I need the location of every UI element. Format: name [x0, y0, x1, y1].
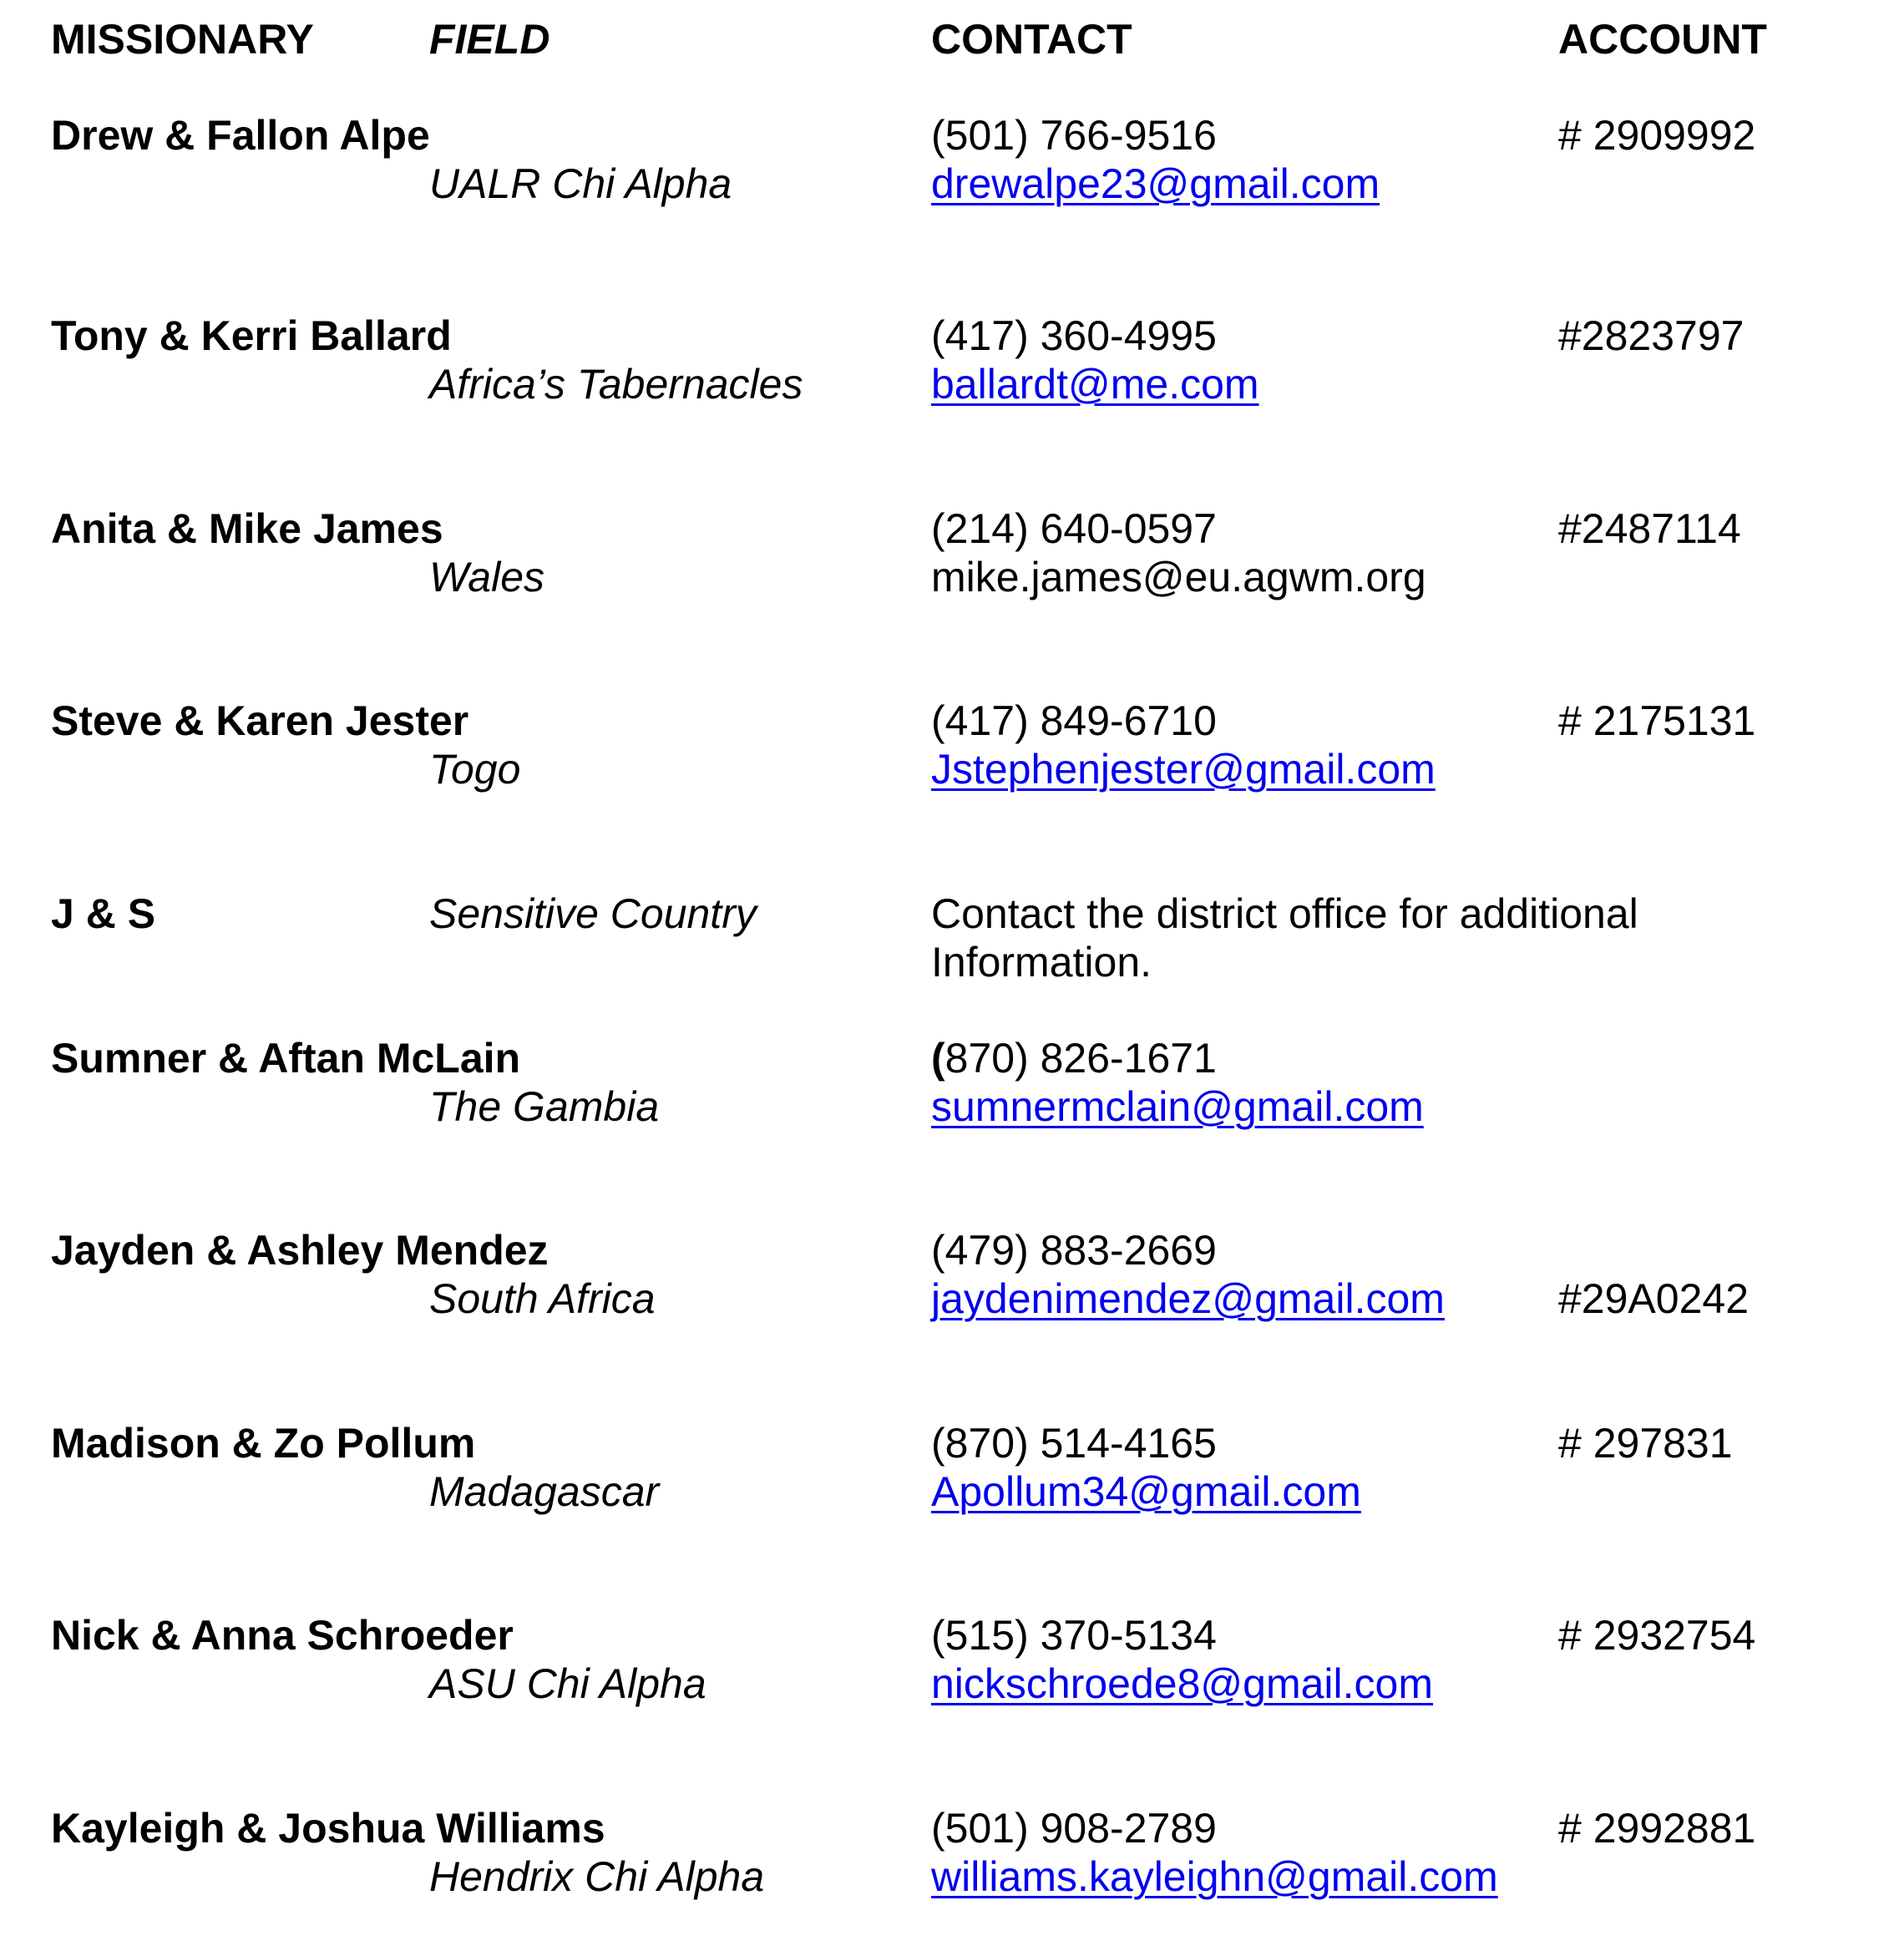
phone-number: (515) 370-5134 [931, 1612, 1217, 1659]
field-location: South Africa [429, 1275, 656, 1322]
email-link[interactable]: ballardt@me.com [931, 361, 1259, 408]
account-number: #2487114 [1558, 505, 1741, 552]
account-number: # 2909992 [1558, 112, 1756, 159]
email-link[interactable]: nickschroede8@gmail.com [931, 1660, 1434, 1707]
phone-number: (501) 766-9516 [931, 112, 1217, 159]
email-link[interactable]: jaydenimendez@gmail.com [931, 1275, 1445, 1322]
contact-note: Contact the district office for additional [931, 890, 1638, 937]
email-link[interactable]: drewalpe23@gmail.com [931, 160, 1380, 207]
field-location: The Gambia [429, 1083, 660, 1130]
missionary-name: Sumner & Aftan McLain [51, 1035, 521, 1082]
missionary-name: Nick & Anna Schroeder [51, 1612, 514, 1659]
field-location: Africa’s Tabernacles [429, 361, 803, 408]
missionary-name: J & S [51, 890, 156, 937]
header-account: ACCOUNT [1558, 16, 1767, 63]
missionary-name: Drew & Fallon Alpe [51, 112, 430, 159]
account-number: #29A0242 [1558, 1275, 1750, 1322]
account-number: # 297831 [1558, 1420, 1733, 1467]
account-number: # 2175131 [1558, 697, 1756, 744]
email-link[interactable]: sumnermclain@gmail.com [931, 1083, 1424, 1130]
phone-number: (479) 883-2669 [931, 1227, 1217, 1274]
account-number: # 2932754 [1558, 1612, 1756, 1659]
missionary-name: Tony & Kerri Ballard [51, 312, 452, 359]
phone-number: (870) 514-4165 [931, 1420, 1217, 1467]
field-location: Togo [429, 746, 521, 793]
phone-number: (501) 908-2789 [931, 1805, 1217, 1852]
email-link[interactable]: Jstephenjester@gmail.com [931, 746, 1436, 793]
contact-note: Information. [931, 939, 1152, 986]
missionary-name: Jayden & Ashley Mendez [51, 1227, 549, 1274]
header-contact: CONTACT [931, 16, 1132, 63]
field-location: ASU Chi Alpha [429, 1660, 706, 1707]
field-location: Hendrix Chi Alpha [429, 1853, 765, 1900]
header-field: FIELD [429, 16, 550, 63]
field-location: Sensitive Country [429, 890, 757, 937]
missionary-name: Anita & Mike James [51, 505, 443, 552]
missionary-name: Steve & Karen Jester [51, 697, 469, 744]
phone-number: (214) 640-0597 [931, 505, 1217, 552]
field-location: UALR Chi Alpha [429, 160, 732, 207]
email-text: mike.james@eu.agwm.org [931, 554, 1426, 600]
email-link[interactable]: Apollum34@gmail.com [931, 1468, 1361, 1515]
phone-digits: 870) 826-1671 [944, 1035, 1217, 1082]
email-link[interactable]: williams.kayleighn@gmail.com [931, 1853, 1498, 1900]
missionary-name: Kayleigh & Joshua Williams [51, 1805, 605, 1852]
account-number: #2823797 [1558, 312, 1744, 359]
missionary-name: Madison & Zo Pollum [51, 1420, 476, 1467]
phone-paren: ( [931, 1035, 945, 1082]
phone-number: (417) 849-6710 [931, 697, 1217, 744]
field-location: Wales [429, 554, 545, 600]
field-location: Madagascar [429, 1468, 660, 1515]
header-missionary: MISSIONARY [51, 16, 314, 63]
phone-number [931, 1034, 1217, 1082]
phone-number: (417) 360-4995 [931, 312, 1217, 359]
account-number: # 2992881 [1558, 1805, 1756, 1852]
